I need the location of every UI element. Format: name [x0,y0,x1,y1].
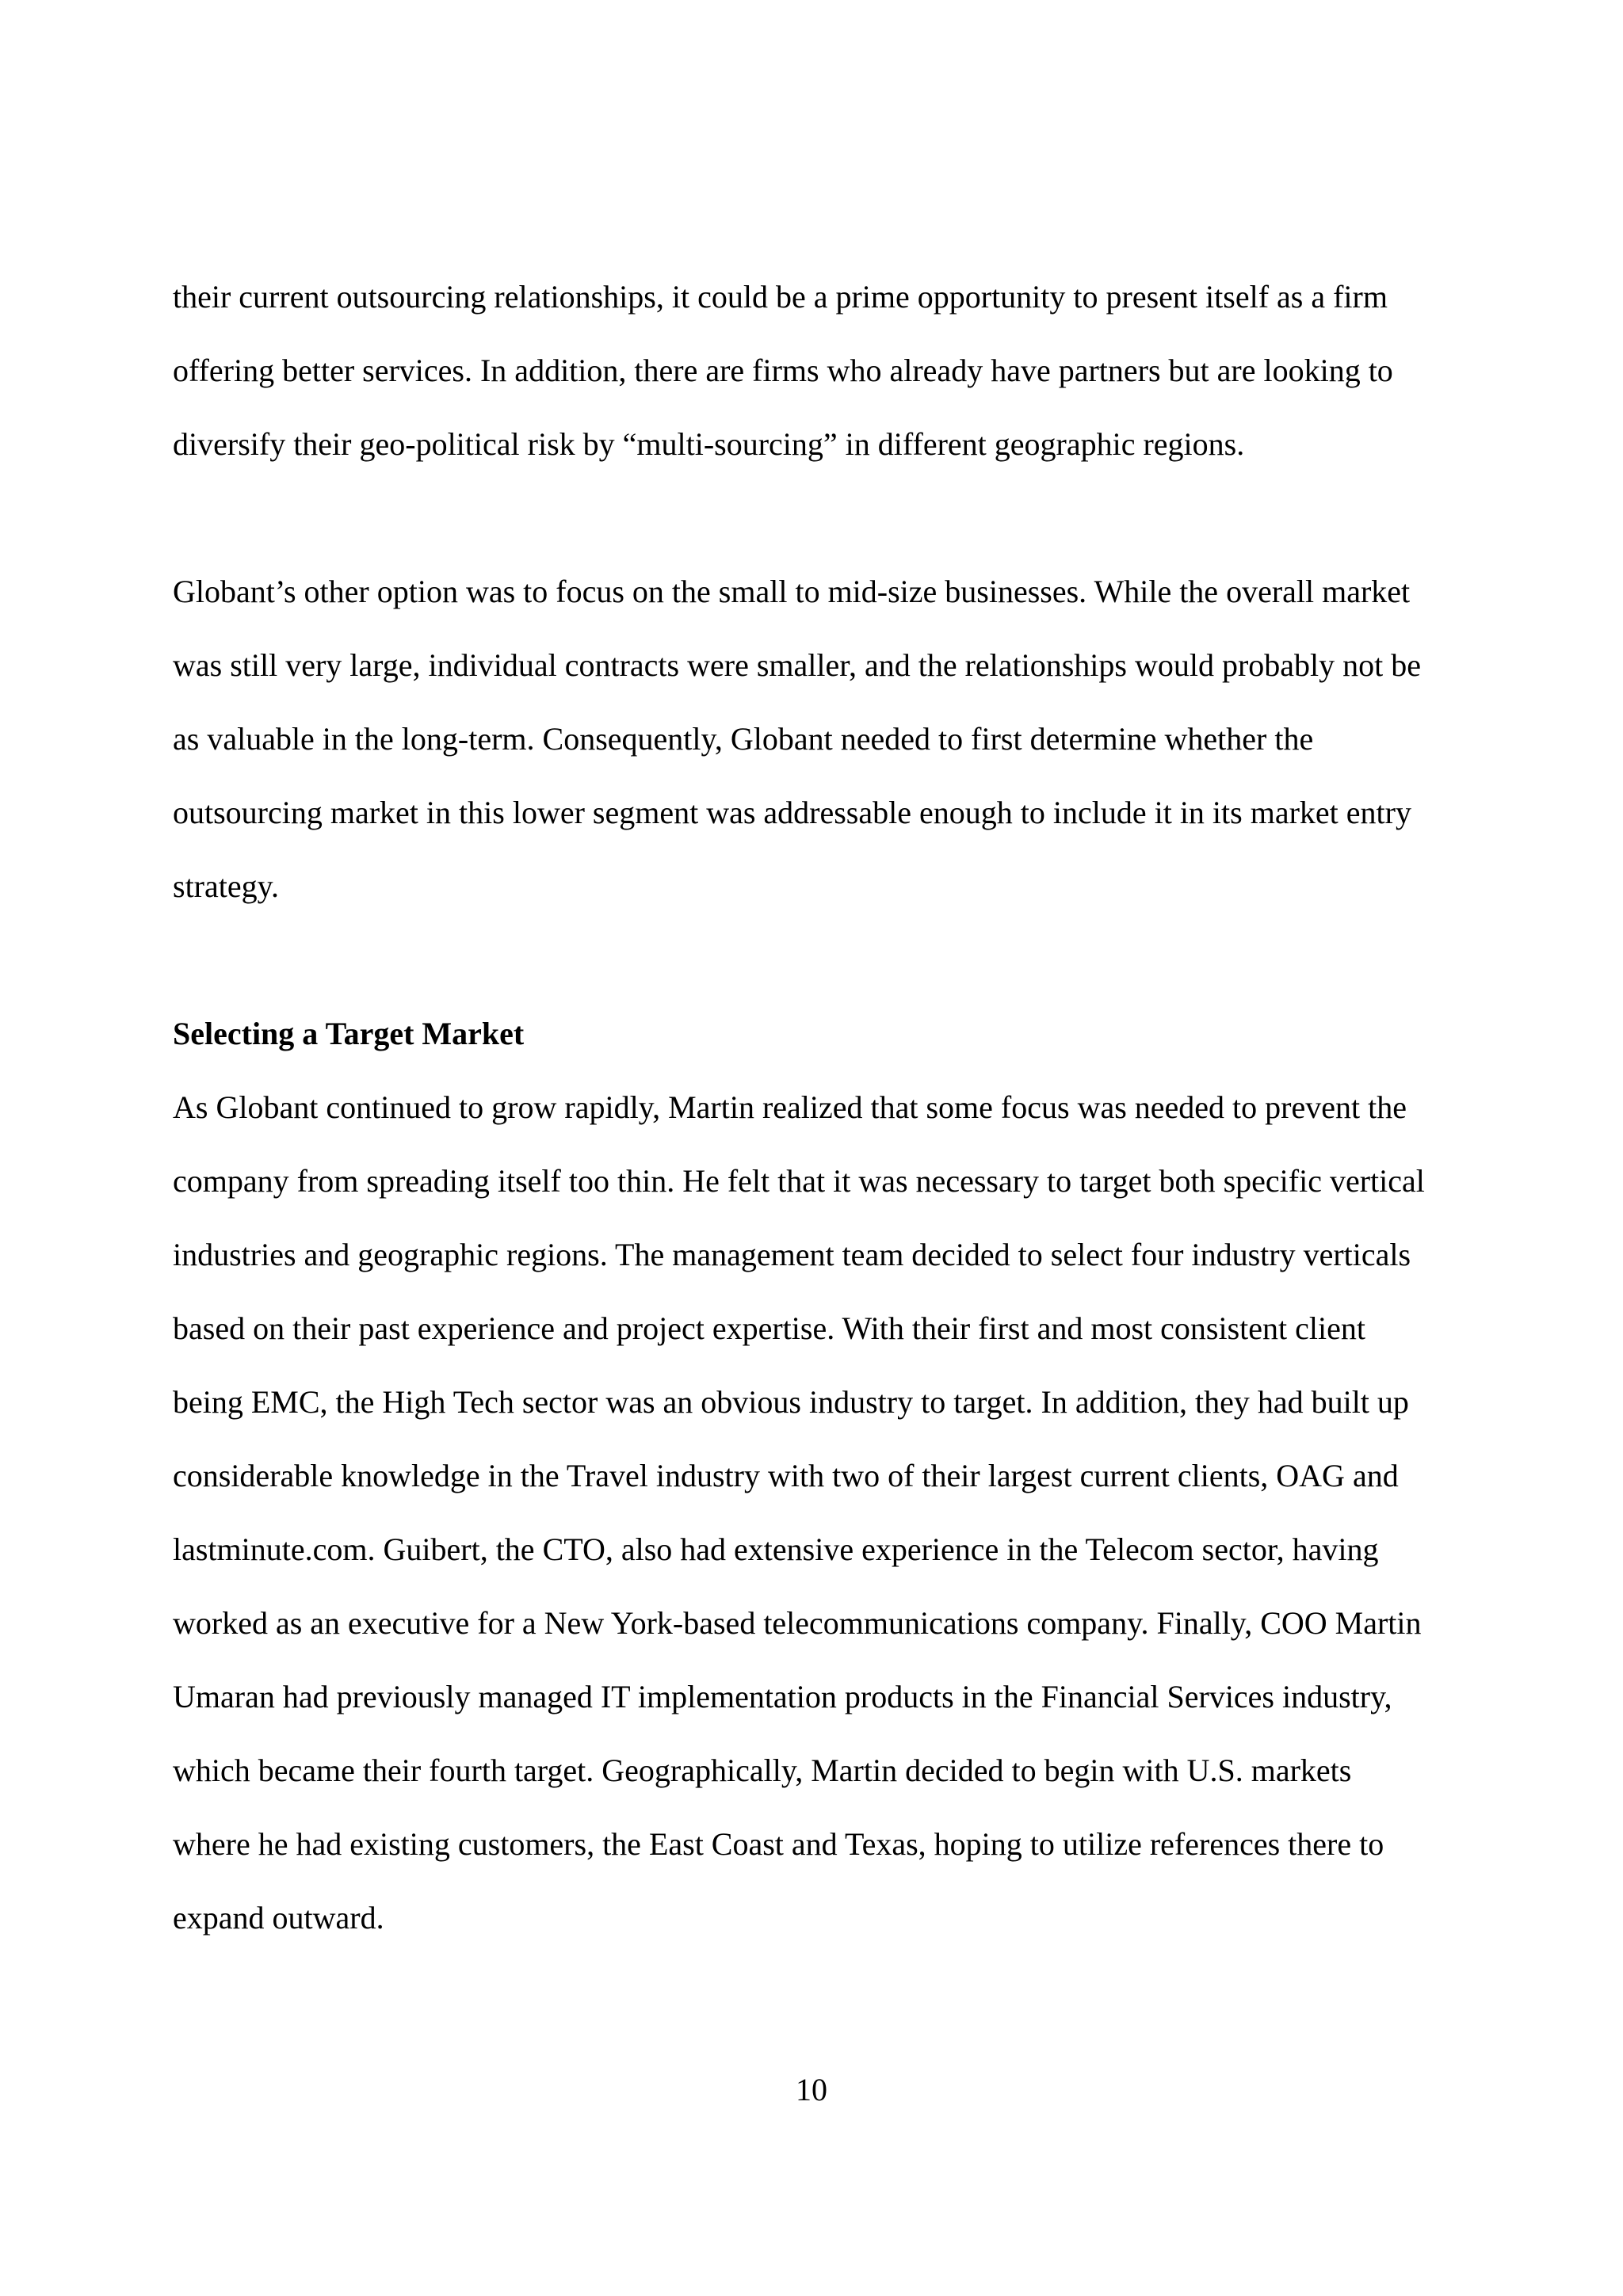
text-line: company from spreading itself too thin. He felt that it was necessary to target both specific vertical [173,1163,1425,1199]
paragraph-outsourcing-relationships [173,260,1472,481]
paragraph-spacer [173,923,1472,997]
text-line: considerable knowledge in the Travel industry with two of their largest current clients, OAG and [173,1458,1399,1493]
text-line: industries and geographic regions. The management team decided to select four industry verticals [173,1237,1411,1272]
text-line: where he had existing customers, the East Coast and Texas, hoping to utilize references there to [173,1826,1384,1862]
text-line: expand outward. [173,1900,384,1936]
text-line: which became their fourth target. Geographically, Martin decided to begin with U.S. markets [173,1753,1352,1788]
text-line: worked as an executive for a New York-based telecommunications company. Finally, COO Martin [173,1605,1422,1641]
text-line: lastminute.com. Guibert, the CTO, also had extensive experience in the Telecom sector, having [173,1531,1379,1567]
text-line: strategy. [173,868,280,904]
text-line: was still very large, individual contracts were smaller, and the relationships would probably not be [173,647,1422,683]
text-line: outsourcing market in this lower segment was addressable enough to include it in its market entry [173,795,1411,830]
text-line: offering better services. In addition, there are firms who already have partners but are looking to [173,353,1393,388]
page-number: 10 [796,2072,827,2107]
text-line: their current outsourcing relationships, it could be a prime opportunity to present itself as a firm [173,279,1388,315]
text-line: based on their past experience and project expertise. With their first and most consistent client [173,1310,1365,1346]
text-line: Umaran had previously managed IT implementation products in the Financial Services industry, [173,1679,1392,1714]
text-line: diversify their geo-political risk by “multi-sourcing” in different geographic regions. [173,426,1245,462]
paragraph-spacer [173,481,1472,555]
paragraph-small-midsize-option [173,555,1472,923]
section-heading: Selecting a Target Market [173,1016,525,1051]
text-line: as valuable in the long-term. Consequently, Globant needed to first determine whether the [173,721,1314,757]
text-line: being EMC, the High Tech sector was an obvious industry to target. In addition, they had built up [173,1384,1409,1420]
text-line: As Globant continued to grow rapidly, Martin realized that some focus was needed to prevent the [173,1089,1407,1125]
paragraph-target-market [173,1070,1472,1955]
page-body [173,260,1472,1955]
text-line: Globant’s other option was to focus on the small to mid-size businesses. While the overall market [173,574,1411,609]
